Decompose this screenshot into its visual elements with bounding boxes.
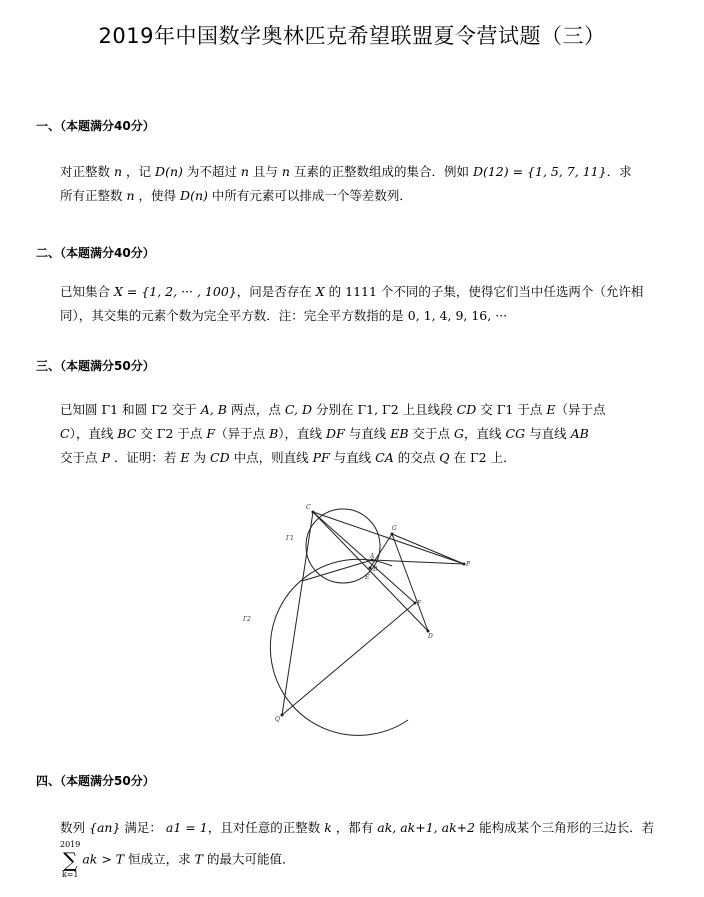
section-1-body (60, 160, 672, 208)
text-line: 所有正整数 n ，使得 D(n) 中所有元素可以排成一个等差数列． (60, 188, 412, 203)
label-c: C (306, 504, 311, 511)
summation-symbol: 2019 ∑ k=1 (60, 840, 81, 879)
segment-cf (313, 512, 415, 603)
label-a: A (370, 553, 375, 560)
segment-gb (370, 534, 392, 568)
text-line: 同），其交集的元素个数为完全平方数．注：完全平方数指的是 0, 1, 4, 9, 16, ··· (60, 308, 508, 323)
segment-gd (392, 534, 428, 631)
label-gamma1: Γ1 (286, 535, 294, 542)
circle-gamma2 (270, 559, 408, 735)
circle-gamma1 (306, 509, 380, 583)
text-line: 交于点 P ．证明：若 E 为 CD 中点，则直线 PF 与直线 CA 的交点 Q 在 Γ2 上． (60, 450, 516, 465)
label-p: P (466, 561, 470, 568)
text-line: 对正整数 n ，记 D(n) 为不超过 n 且与 n 互素的正整数组成的集合．例如 D(12) = {1, 5, 7, 11}．求 (60, 164, 632, 179)
page-title: 2019年中国数学奥林匹克希望联盟夏令营试题（三） (98, 24, 606, 48)
section-1-heading: 一、（本题满分40分） (36, 119, 155, 133)
label-f: F (417, 600, 422, 607)
geometry-figure (240, 496, 470, 736)
label-e: E (365, 574, 370, 581)
segment-cq (282, 512, 313, 715)
segment-gp (392, 534, 464, 564)
section-2-body (60, 280, 672, 328)
text-line: C），直线 BC 交 Γ2 于点 F（异于点 B），直线 DF 与直线 EB 交于点 G，直线 CG 与直线 AB (60, 426, 589, 441)
section-3-heading: 三、（本题满分50分） (36, 359, 155, 373)
label-b: B (373, 566, 378, 573)
label-gamma2: Γ2 (243, 616, 251, 623)
section-4-heading: 四、（本题满分50分） (36, 774, 155, 788)
label-d: D (428, 633, 433, 640)
segment-qf (282, 603, 415, 715)
text-line: 数列 {an} 满足： a1 = 1，且对任意的正整数 k ，都有 ak, ak+1, ak+2 能构成某个三角形的三边长．若 (60, 820, 655, 835)
label-g: G (392, 525, 397, 532)
label-q: Q (275, 716, 280, 723)
segment-cd (313, 512, 428, 631)
section-2-heading: 二、（本题满分40分） (36, 246, 155, 260)
section-3-body (60, 398, 672, 470)
text-line: 已知圆 Γ1 和圆 Γ2 交于 A, B 两点，点 C, D 分别在 Γ1, Γ2 上且线段 CD 交 Γ1 于点 E（异于点 (60, 402, 606, 417)
segment-cp (313, 512, 464, 564)
text-line: 2019 ∑ k=1 ak > T 恒成立，求 T 的最大可能值． (60, 840, 295, 879)
section-4-body (60, 816, 672, 880)
text-line: 已知集合 X = {1, 2, ··· , 100}，问是否存在 X 的 1111 个不同的子集，使得它们当中任选两个（允许相 (60, 284, 644, 299)
